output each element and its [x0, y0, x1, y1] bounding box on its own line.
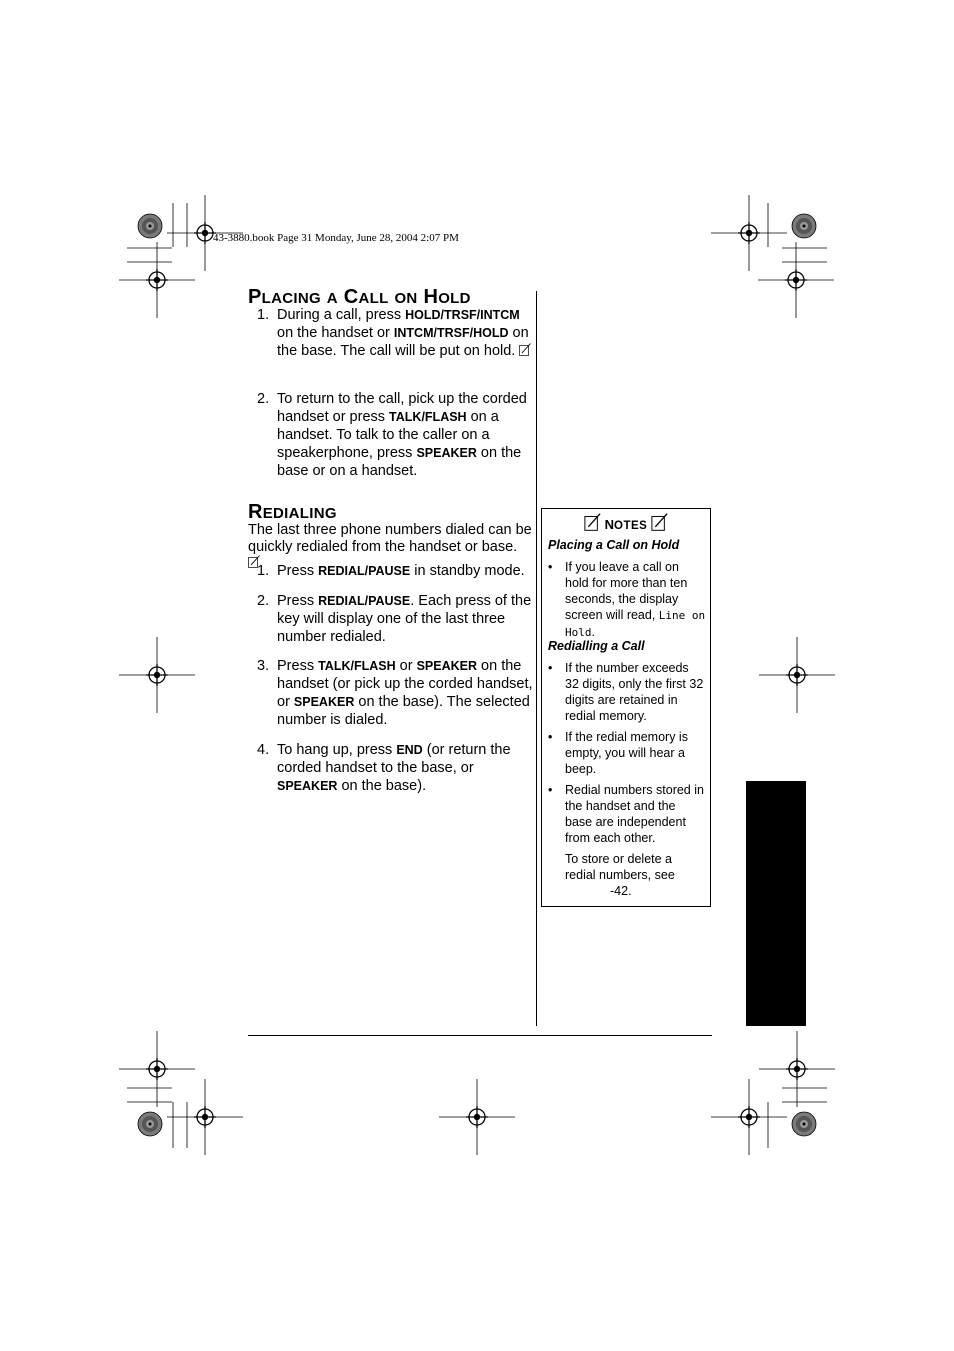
section-title-redialing: REDIALING	[248, 501, 337, 523]
note-pencil-icon	[584, 513, 601, 531]
notes-heading: Redialling a Call	[548, 639, 645, 653]
notes-heading: Placing a Call on Hold	[548, 538, 680, 552]
crosshair-icon	[119, 242, 195, 318]
list-item: • Redial numbers stored in the handset and the base are independent from each other.	[548, 783, 704, 845]
print-header: 43-3880.book Page 31 Monday, June 28, 2004 2:07 PM	[213, 232, 459, 244]
starburst-icon	[138, 1112, 162, 1136]
starburst-icon	[792, 214, 816, 238]
notes-box	[541, 508, 711, 907]
section-title-hold: PLACING A CALL ON HOLD	[248, 286, 471, 308]
crosshair-icon	[119, 637, 195, 713]
list-item: 1. During a call, press HOLD/TRSF/INTCM on the handset or INTCM/TRSF/HOLD on the base. The call will be put on hold.	[248, 306, 533, 360]
starburst-icon	[138, 214, 162, 238]
starburst-icon	[792, 1112, 816, 1136]
crosshair-icon	[759, 637, 835, 713]
list-item: 3. Press TALK/FLASH or SPEAKER on the handset (or pick up the corded handset, or SPEAKER on the base). The selected number is dialed.	[257, 658, 533, 728]
list-item: 1. Press REDIAL/PAUSE in standby mode.	[257, 563, 525, 579]
list-item: • If you leave a call on hold for more than ten seconds, the display screen will read, Line on Hold.	[548, 560, 706, 639]
list-item: 2. To return to the call, pick up the corded handset or press TALK/FLASH on a handset. To talk to the caller on a speakerphone, press SPEAKER on the base or on a handset.	[257, 391, 527, 479]
list-item: 2. Press REDIAL/PAUSE. Each press of the key will display one of the last three number redialed.	[257, 593, 532, 645]
crosshair-icon	[167, 1079, 243, 1155]
crosshair-icon	[711, 1079, 787, 1155]
list-item: • If the number exceeds 32 digits, only the first 32 digits are retained in redial memory.	[548, 661, 704, 723]
crosshair-icon	[759, 1031, 835, 1107]
notes-paragraph: To store or delete a redial numbers, see	[565, 852, 675, 882]
section-tab	[746, 781, 806, 1026]
crosshair-icon	[119, 1031, 195, 1107]
crosshair-icon	[711, 195, 787, 271]
notes-title: NOTES	[542, 513, 710, 532]
intro-paragraph: The last three phone numbers dialed can be quickly redialed from the handset or base.	[248, 522, 533, 572]
crosshair-icon	[439, 1079, 515, 1155]
footer-rule	[248, 1035, 712, 1036]
page-reference: -42.	[610, 884, 632, 898]
crosshair-icon	[758, 242, 834, 318]
column-divider	[536, 291, 537, 1026]
note-pencil-icon	[651, 513, 668, 531]
list-item: • If the redial memory is empty, you will hear a beep.	[548, 730, 688, 776]
list-item: 4. To hang up, press END (or return the corded handset to the base, or SPEAKER on the base).	[257, 742, 511, 794]
note-pencil-icon	[519, 343, 531, 356]
